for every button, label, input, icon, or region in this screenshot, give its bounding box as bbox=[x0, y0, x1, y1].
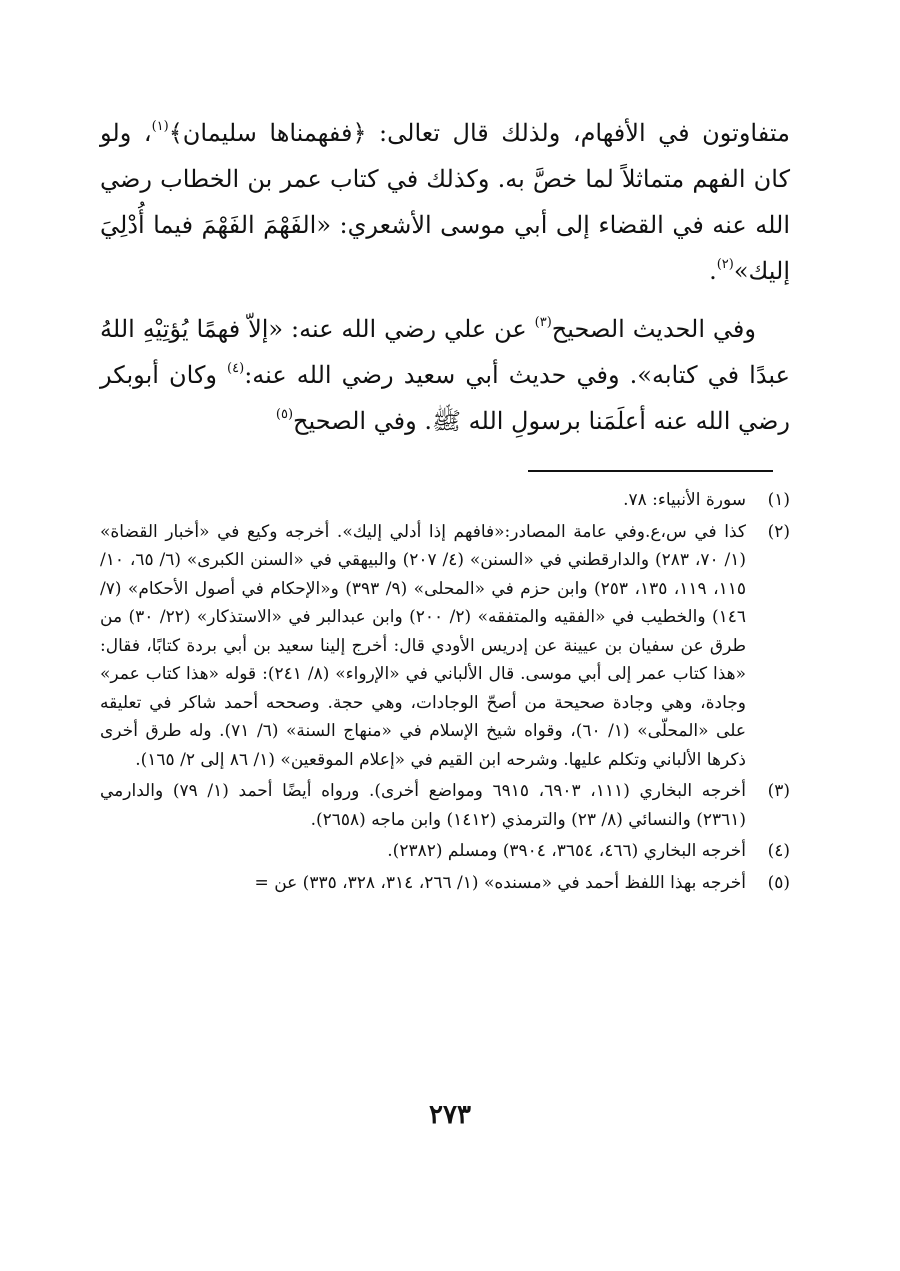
paragraph-2-text-2: عن علي رضي الله عنه: «إلاّ فهمًا يُؤتِيْهِ اللهُ عبدًا في كتابه». وفي حديث أبي سعيد رضي الله عنه: bbox=[100, 315, 790, 389]
footnote-4 bbox=[100, 837, 790, 866]
footnote-ref-2: (٢) bbox=[716, 257, 734, 272]
paragraph-2-text-3: وكان أبوبكر رضي الله عنه أعلَمَنا برسولِ الله ﷺ. وفي الصحيح bbox=[100, 361, 790, 435]
footnote-number: (٢) bbox=[767, 521, 790, 542]
paragraph-2-text-1: وفي الحديث الصحيح bbox=[551, 315, 756, 343]
footnote-ref-1: (١) bbox=[151, 119, 169, 134]
page-number: ٢٧٣ bbox=[429, 1100, 471, 1130]
footnote-text: أخرجه البخاري (٤٦٦، ٣٦٥٤، ٣٩٠٤) ومسلم (٢٣٨٢). bbox=[387, 841, 746, 861]
footnote-divider bbox=[528, 470, 773, 472]
footnotes bbox=[100, 486, 790, 900]
paragraph-1-text-1: متفاوتون في الأفهام، ولذلك قال تعالى: ﴿ففهمناها سليمان﴾ bbox=[168, 119, 790, 147]
footnote-ref-4: (٤) bbox=[227, 361, 245, 376]
footnote-number: (١) bbox=[767, 490, 790, 510]
footnote-text: أخرجه بهذا اللفظ أحمد في «مسنده» (١/ ٢٦٦، ٣١٤، ٣٢٨، ٣٣٥) عن = bbox=[254, 872, 746, 893]
paragraph-1-text-3: . bbox=[709, 257, 717, 285]
footnote-number: (٤) bbox=[767, 841, 790, 861]
footnote-number: (٥) bbox=[767, 872, 790, 893]
footnote-ref-5: (٥) bbox=[275, 407, 294, 422]
footnote-text: كذا في س،ع.وفي عامة المصادر:«فافهم إذا أدلي إليك». أخرجه وكيع في «أخبار القضاة» (١/ ٧٠، ٢٨٣) والدارقطني في «السنن» (٤/ ٢٠٧) والبيهقي في «السنن الكبرى» (٦/ ٦٥، ١٠/ ١١٥، ١١٩، ١٣٥، ٢٥٣) وابن حزم في «المحلى» (٩/ ٣٩٣) و«الإحكام في أصول الأحكام» (٧/ ١٤٦) والخطيب في «الفقيه والمتفقه» (٢/ ٢٠٠) وابن عبدالبر في «الاستذكار» (٢٢/ ٣٠) من طرق عن سفيان بن عيينة عن إدريس الأودي قال: أخرج إلينا سعيد بن أبي بردة كتابًا، فقال: «هذا كتاب عمر إلى أبي موسى. قال الألباني في «الإرواء» (٨/ ٢٤١): قوله «هذا كتاب عمر» وجادة، وهي وجادة صحيحة من أصحّ الوجادات، وهي حجة. وصححه أحمد شاكر في تعليقه على «المحلّى» (١/ ٦٠)، وقواه شيخ الإسلام في «منهاج السنة» (٦/ ٧١). وله طرق أخرى ذكرها الألباني وتكلم عليها. وشرحه ابن القيم في «إعلام الموقعين» (١/ ٨٦ إلى ٢/ ١٦٥). bbox=[100, 521, 747, 770]
paragraph-2 bbox=[100, 306, 790, 444]
footnote-1 bbox=[100, 486, 790, 515]
footnote-text: سورة الأنبياء: ٧٨. bbox=[623, 490, 746, 510]
paragraph-1-text-2: ، ولو كان الفهم متماثلاً لما خصَّ به. وكذلك في كتاب عمر بن الخطاب رضي الله عنه في القضاء إلى أبي موسى الأشعري: «الفَهْمَ الفَهْمَ فيما أُدْلِيَ إليك» bbox=[100, 119, 790, 285]
footnote-5 bbox=[100, 869, 790, 898]
footnote-2 bbox=[100, 518, 790, 775]
footnote-number: (٣) bbox=[767, 781, 790, 801]
footnote-3 bbox=[100, 777, 790, 834]
main-text bbox=[100, 110, 790, 444]
footnote-text: أخرجه البخاري (١١١، ٦٩٠٣، ٦٩١٥ ومواضع أخرى). ورواه أيضًا أحمد (١/ ٧٩) والدارمي (٢٣٦١) والنسائي (٨/ ٢٣) والترمذي (١٤١٢) وابن ماجه (٢٦٥٨). bbox=[100, 781, 746, 830]
footnote-ref-3: (٣) bbox=[534, 315, 552, 330]
paragraph-1 bbox=[100, 110, 790, 294]
